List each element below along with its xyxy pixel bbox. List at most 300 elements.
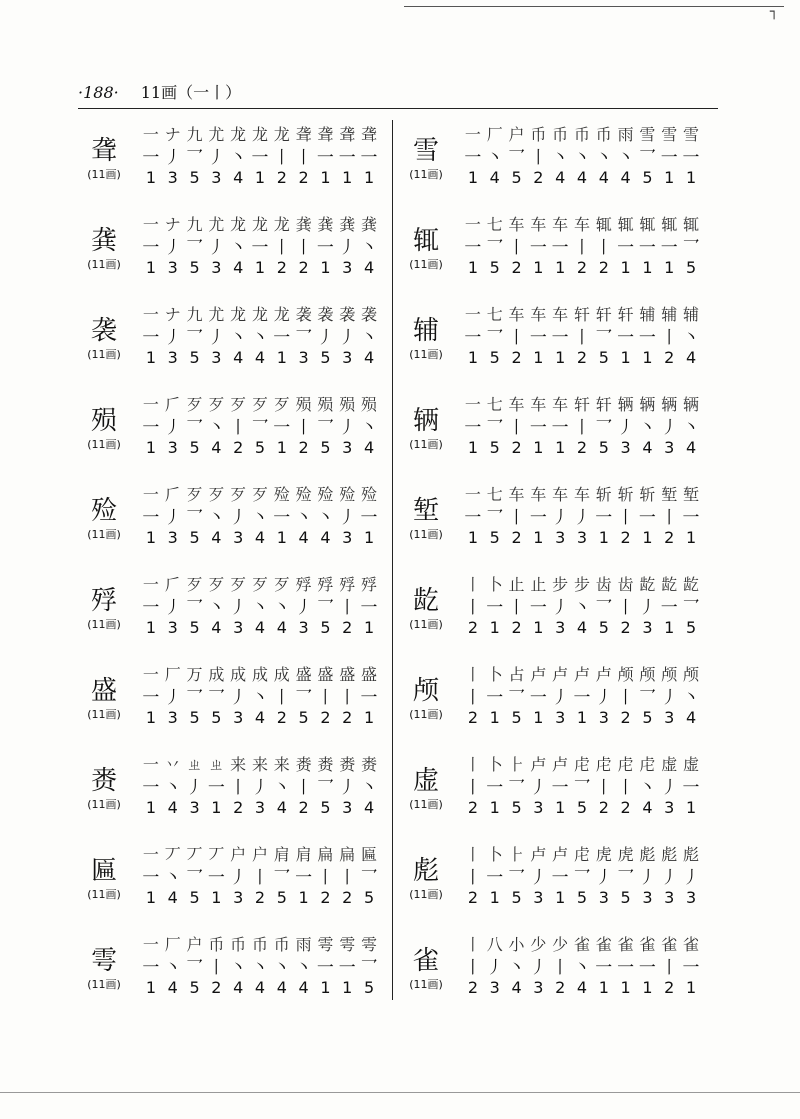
stroke-code: 4 xyxy=(167,887,178,907)
stroke-order-rows xyxy=(462,752,702,818)
stroke-code: 1 xyxy=(642,527,653,547)
stroke-code: 3 xyxy=(342,527,353,547)
stroke-code: 4 xyxy=(167,977,178,997)
stroke-code: 1 xyxy=(467,347,478,367)
stroke-shape: 乛 xyxy=(508,687,526,708)
stroke-code: 4 xyxy=(555,167,566,187)
stroke-shape: 乛 xyxy=(617,867,635,888)
head-character-block xyxy=(78,856,130,902)
stroke-order-rows xyxy=(140,302,380,368)
stroke-shape: 丨 xyxy=(595,237,613,258)
head-character: 雪 xyxy=(412,136,439,166)
stroke-shape: 丿 xyxy=(164,147,182,168)
head-character-block xyxy=(78,316,130,362)
stroke-stage: 雨 xyxy=(617,124,634,144)
stroke-shape: 乛 xyxy=(595,597,613,618)
char-entry xyxy=(400,752,710,842)
stroke-shape: 丶 xyxy=(229,237,247,258)
stroke-code: 1 xyxy=(685,977,697,997)
stroke-stage: 雪 xyxy=(661,124,678,144)
stroke-shape: 丨 xyxy=(464,597,482,618)
stroke-code: 3 xyxy=(211,257,222,277)
stroke-stage: 一 xyxy=(142,214,159,234)
stroke-shape: 丶 xyxy=(316,507,334,528)
stroke-shape: 乛 xyxy=(207,687,225,708)
stroke-shape: 一 xyxy=(638,237,656,258)
stroke-shape: 丨 xyxy=(295,147,313,168)
stroke-code: 5 xyxy=(211,707,222,727)
stroke-code-row xyxy=(140,346,380,368)
stroke-code: 1 xyxy=(320,977,331,997)
stroke-shape-row xyxy=(140,594,380,616)
stroke-stage: 龙 xyxy=(230,214,247,234)
stroke-stage: ナ xyxy=(164,124,181,144)
stroke-stage-row xyxy=(462,842,702,864)
stroke-stage: 雨 xyxy=(295,934,312,954)
stroke-shape: 一 xyxy=(142,777,160,798)
stroke-shape: 一 xyxy=(251,147,269,168)
stroke-stage: 来 xyxy=(230,754,247,774)
stroke-stage: 殒 xyxy=(339,394,356,414)
stroke-code: 4 xyxy=(298,977,309,997)
stroke-stage: 雪 xyxy=(639,124,656,144)
stroke-shape: 乛 xyxy=(595,327,613,348)
stroke-stage: 币 xyxy=(530,124,547,144)
stroke-code: 1 xyxy=(664,167,675,187)
stroke-stage: 辆 xyxy=(683,394,700,414)
stroke-code-row xyxy=(462,346,702,368)
head-character-block xyxy=(400,856,452,902)
stroke-stage: 彪 xyxy=(639,844,656,864)
stroke-stage: 聋 xyxy=(295,124,312,144)
stroke-code: 5 xyxy=(320,617,331,637)
stroke-shape: 一 xyxy=(529,507,547,528)
stroke-shape: 丨 xyxy=(595,777,613,798)
stroke-code: 1 xyxy=(489,707,500,727)
stroke-count-label: (11画) xyxy=(87,798,121,811)
stroke-count-label: (11画) xyxy=(409,888,443,901)
stroke-stage: 尤 xyxy=(208,124,225,144)
stroke-stage: 厂 xyxy=(164,664,181,684)
stroke-shape: 一 xyxy=(682,147,700,168)
stroke-shape: 丿 xyxy=(338,237,356,258)
stroke-stage-row xyxy=(140,932,380,954)
stroke-code: 4 xyxy=(233,167,244,187)
stroke-stage: 七 xyxy=(486,484,503,504)
stroke-shape: 丨 xyxy=(338,867,356,888)
stroke-code: 5 xyxy=(189,617,200,637)
left-column xyxy=(78,122,388,1022)
stroke-code: 2 xyxy=(576,257,588,277)
stroke-shape: 一 xyxy=(142,867,160,888)
head-character-block xyxy=(78,946,130,992)
stroke-code: 1 xyxy=(145,707,156,727)
stroke-shape-row xyxy=(462,504,702,526)
stroke-stage: 卜 xyxy=(486,754,503,774)
stroke-shape: 乛 xyxy=(295,327,313,348)
stroke-stage: 聋 xyxy=(361,124,378,144)
stroke-code: 2 xyxy=(467,617,478,637)
stroke-count-label: (11画) xyxy=(87,618,121,631)
stroke-code: 1 xyxy=(664,257,675,277)
stroke-code: 3 xyxy=(298,347,309,367)
stroke-code: 1 xyxy=(642,977,653,997)
stroke-shape: 丨 xyxy=(660,327,678,348)
stroke-code: 2 xyxy=(664,347,675,367)
stroke-code-row xyxy=(140,526,380,548)
stroke-shape: 乛 xyxy=(682,597,700,618)
stroke-stage: 成 xyxy=(273,664,290,684)
stroke-code: 1 xyxy=(145,977,156,997)
stroke-code: 1 xyxy=(467,257,478,277)
stroke-code: 2 xyxy=(211,977,222,997)
stroke-shape: 丶 xyxy=(573,147,591,168)
stroke-shape: 丶 xyxy=(229,147,247,168)
stroke-stage: 齿 xyxy=(595,574,612,594)
stroke-code-row xyxy=(140,976,380,998)
char-entry xyxy=(400,662,710,752)
stroke-stage: 一 xyxy=(142,664,159,684)
stroke-stage: 歹 xyxy=(273,574,290,594)
stroke-shape: 丿 xyxy=(164,417,182,438)
stroke-code: 3 xyxy=(555,617,566,637)
stroke-stage: 辅 xyxy=(661,304,678,324)
stroke-shape: 一 xyxy=(529,417,547,438)
stroke-stage: 止 xyxy=(530,574,547,594)
stroke-stage: 丨 xyxy=(464,664,481,684)
stroke-stage: 盛 xyxy=(361,664,378,684)
stroke-code: 1 xyxy=(145,887,156,907)
stroke-code: 1 xyxy=(254,167,266,187)
head-character: 盛 xyxy=(90,676,117,706)
stroke-code: 1 xyxy=(145,617,156,637)
stroke-stage: 肩 xyxy=(295,844,312,864)
stroke-shape: 丿 xyxy=(660,417,678,438)
stroke-code: 1 xyxy=(533,257,544,277)
stroke-shape: 乛 xyxy=(638,147,656,168)
stroke-shape: 一 xyxy=(682,507,700,528)
stroke-shape: 丨 xyxy=(229,417,247,438)
stroke-code: 5 xyxy=(298,707,309,727)
stroke-code: 2 xyxy=(254,887,266,907)
stroke-stage: 虍 xyxy=(595,754,612,774)
stroke-shape: 乛 xyxy=(273,867,291,888)
head-character-block xyxy=(400,316,452,362)
stroke-shape: 丨 xyxy=(464,957,482,978)
stroke-stage: 车 xyxy=(508,484,525,504)
stroke-shape-row xyxy=(462,954,702,976)
stroke-stage: 户 xyxy=(251,844,268,864)
right-column xyxy=(400,122,710,1022)
stroke-code: 4 xyxy=(167,797,178,817)
stroke-stage: 辄 xyxy=(661,214,678,234)
stroke-stage: 雀 xyxy=(661,934,678,954)
stroke-code: 5 xyxy=(189,887,200,907)
stroke-stage: 卜 xyxy=(486,574,503,594)
stroke-shape: 乛 xyxy=(316,597,334,618)
stroke-stage: 币 xyxy=(573,124,590,144)
stroke-shape: 丶 xyxy=(551,147,569,168)
char-entry xyxy=(400,212,710,302)
stroke-shape: 一 xyxy=(338,957,356,978)
stroke-code: 2 xyxy=(467,707,478,727)
stroke-stage: 殒 xyxy=(361,394,378,414)
char-entry xyxy=(400,842,710,932)
stroke-count-label: (11画) xyxy=(87,978,121,991)
stroke-shape: 一 xyxy=(660,597,678,618)
stroke-code: 3 xyxy=(233,707,244,727)
stroke-shape: 乛 xyxy=(186,957,204,978)
stroke-stage: 歹 xyxy=(230,484,247,504)
stroke-stage: 辆 xyxy=(617,394,634,414)
head-character-block xyxy=(78,496,130,542)
stroke-shape: 一 xyxy=(207,777,225,798)
stroke-stage: 丆 xyxy=(186,844,203,864)
stroke-stage-row xyxy=(462,752,702,774)
stroke-shape: 一 xyxy=(464,417,482,438)
stroke-shape: 一 xyxy=(573,687,591,708)
stroke-shape: 丶 xyxy=(682,327,700,348)
stroke-stage: 歹 xyxy=(251,394,268,414)
stroke-shape: 一 xyxy=(660,147,678,168)
stroke-code: 4 xyxy=(211,527,222,547)
stroke-stage: 颅 xyxy=(683,664,700,684)
stroke-code: 2 xyxy=(576,347,588,367)
stroke-code: 1 xyxy=(620,347,631,367)
stroke-shape: 丨 xyxy=(573,327,591,348)
stroke-code: 3 xyxy=(642,617,653,637)
stroke-stage: 卢 xyxy=(530,844,547,864)
stroke-shape: 一 xyxy=(660,237,678,258)
stroke-stage: 轩 xyxy=(573,394,590,414)
stroke-stage: 车 xyxy=(530,304,547,324)
stroke-stage: 殓 xyxy=(361,484,378,504)
stroke-shape: 丨 xyxy=(316,687,334,708)
stroke-shape: 乛 xyxy=(186,237,204,258)
stroke-shape-row xyxy=(462,234,702,256)
stroke-shape: 丨 xyxy=(617,507,635,528)
stroke-count-label: (11画) xyxy=(87,708,121,721)
stroke-shape: 丨 xyxy=(251,867,269,888)
stroke-stage: 歹 xyxy=(251,484,268,504)
stroke-stage-row xyxy=(140,212,380,234)
stroke-stage: 辆 xyxy=(661,394,678,414)
head-character-block xyxy=(78,766,130,812)
stroke-shape: 丨 xyxy=(508,597,526,618)
stroke-shape: 丿 xyxy=(229,687,247,708)
stroke-code: 1 xyxy=(342,977,353,997)
stroke-order-rows xyxy=(462,122,702,188)
stroke-stage: 丨 xyxy=(464,934,481,954)
stroke-shape: 丨 xyxy=(295,777,313,798)
stroke-stage-row xyxy=(462,302,702,324)
stroke-stage: 歹 xyxy=(208,484,225,504)
stroke-shape: 丨 xyxy=(508,507,526,528)
stroke-stage: 袭 xyxy=(339,304,356,324)
stroke-shape: 丨 xyxy=(207,957,225,978)
stroke-stage: 雀 xyxy=(639,934,656,954)
stroke-code: 3 xyxy=(298,617,309,637)
stroke-shape: 丨 xyxy=(573,237,591,258)
stroke-code: 5 xyxy=(489,527,500,547)
stroke-code: 5 xyxy=(320,437,331,457)
stroke-code: 2 xyxy=(511,347,522,367)
stroke-code-row xyxy=(462,706,702,728)
stroke-shape: 乛 xyxy=(360,867,378,888)
stroke-stage: 车 xyxy=(552,304,569,324)
stroke-shape: 丿 xyxy=(164,507,182,528)
head-character-block xyxy=(400,586,452,632)
stroke-shape: 丨 xyxy=(316,867,334,888)
stroke-shape: 丨 xyxy=(338,687,356,708)
stroke-code: 4 xyxy=(576,977,588,997)
stroke-stage: 卢 xyxy=(573,664,590,684)
stroke-stage: 成 xyxy=(251,664,268,684)
stroke-stage: 虎 xyxy=(617,844,634,864)
stroke-shape: 丶 xyxy=(207,507,225,528)
stroke-stage: 卢 xyxy=(530,664,547,684)
stroke-stage: 盛 xyxy=(339,664,356,684)
stroke-shape: 乛 xyxy=(486,507,504,528)
stroke-stage: 丨 xyxy=(464,574,481,594)
stroke-code: 3 xyxy=(233,617,244,637)
stroke-shape: 乛 xyxy=(186,687,204,708)
head-character: 辆 xyxy=(412,406,439,436)
stroke-shape-row xyxy=(140,144,380,166)
stroke-shape-row xyxy=(140,324,380,346)
stroke-stage: 卢 xyxy=(595,664,612,684)
stroke-code: 1 xyxy=(555,887,566,907)
stroke-shape: 一 xyxy=(360,597,378,618)
stroke-shape: 丶 xyxy=(508,957,526,978)
stroke-stage: 小 xyxy=(508,934,525,954)
char-entry xyxy=(400,302,710,392)
stroke-code: 2 xyxy=(620,527,631,547)
stroke-code: 5 xyxy=(598,347,609,367)
stroke-code: 1 xyxy=(555,797,566,817)
stroke-shape: 一 xyxy=(682,957,700,978)
stroke-stage: 歹 xyxy=(186,484,203,504)
stroke-stage: 聋 xyxy=(317,124,334,144)
stroke-code: 3 xyxy=(211,167,222,187)
stroke-stage: 车 xyxy=(573,484,590,504)
stroke-shape: 丿 xyxy=(638,867,656,888)
corner-mark: ┐ xyxy=(770,4,779,20)
stroke-stage: 万 xyxy=(186,664,203,684)
stroke-stage: 车 xyxy=(530,484,547,504)
stroke-shape: 丶 xyxy=(595,147,613,168)
stroke-shape: 丨 xyxy=(295,417,313,438)
stroke-code: 2 xyxy=(467,797,478,817)
stroke-stage: 𠂆 xyxy=(164,394,181,414)
stroke-code: 2 xyxy=(511,437,522,457)
stroke-stage: 赉 xyxy=(317,754,334,774)
stroke-shape: 丿 xyxy=(338,417,356,438)
stroke-stage: 𠂆 xyxy=(164,574,181,594)
stroke-shape: 丶 xyxy=(273,777,291,798)
stroke-stage: 雀 xyxy=(573,934,590,954)
stroke-code: 3 xyxy=(167,437,178,457)
stroke-stage: 一 xyxy=(464,214,481,234)
stroke-shape: 一 xyxy=(529,327,547,348)
stroke-shape-row xyxy=(140,684,380,706)
stroke-code: 3 xyxy=(533,977,544,997)
stroke-code: 2 xyxy=(233,437,244,457)
stroke-shape: 一 xyxy=(142,327,160,348)
stroke-stage: 殓 xyxy=(339,484,356,504)
stroke-shape: 丿 xyxy=(164,327,182,348)
stroke-code: 1 xyxy=(642,347,653,367)
stroke-code: 3 xyxy=(598,887,609,907)
stroke-code: 1 xyxy=(533,437,544,457)
stroke-code: 1 xyxy=(145,527,156,547)
stroke-code: 5 xyxy=(189,347,200,367)
stroke-shape: 一 xyxy=(486,687,504,708)
head-character: 雀 xyxy=(412,946,439,976)
stroke-stage: 虍 xyxy=(617,754,634,774)
stroke-code: 3 xyxy=(233,527,244,547)
stroke-shape: 一 xyxy=(316,237,334,258)
stroke-shape: 丿 xyxy=(660,867,678,888)
stroke-shape: 一 xyxy=(486,867,504,888)
stroke-stage: 丷 xyxy=(164,754,181,774)
stroke-stage: 袭 xyxy=(361,304,378,324)
stroke-shape: 一 xyxy=(316,147,334,168)
stroke-stage: 彪 xyxy=(683,844,700,864)
stroke-count-label: (11画) xyxy=(87,348,121,361)
stroke-shape: 一 xyxy=(551,867,569,888)
stroke-stage: 虍 xyxy=(573,754,590,774)
stroke-shape: 丨 xyxy=(660,507,678,528)
stroke-stage: 一 xyxy=(464,124,481,144)
stroke-shape: 丨 xyxy=(573,417,591,438)
stroke-code: 4 xyxy=(211,617,222,637)
stroke-shape: 一 xyxy=(638,507,656,528)
stroke-stage-row xyxy=(462,482,702,504)
stroke-code: 3 xyxy=(167,617,178,637)
stroke-shape: 丿 xyxy=(551,597,569,618)
stroke-shape: 丨 xyxy=(529,147,547,168)
stroke-stage: 尤 xyxy=(208,214,225,234)
stroke-code: 4 xyxy=(320,527,331,547)
stroke-shape: 丶 xyxy=(360,327,378,348)
stroke-stage: 一 xyxy=(142,754,159,774)
stroke-shape: 丿 xyxy=(164,687,182,708)
stroke-stage: 七 xyxy=(486,394,503,414)
stroke-code: 5 xyxy=(489,257,500,277)
stroke-code: 5 xyxy=(598,437,609,457)
stroke-code: 1 xyxy=(145,257,156,277)
stroke-shape: 丶 xyxy=(164,867,182,888)
stroke-stage: 雩 xyxy=(339,934,356,954)
stroke-shape-row xyxy=(462,864,702,886)
stroke-shape: 丨 xyxy=(273,687,291,708)
stroke-shape: 乛 xyxy=(186,417,204,438)
page-number: ·188· xyxy=(78,83,119,102)
stroke-code: 2 xyxy=(298,167,309,187)
stroke-shape-row xyxy=(140,954,380,976)
stroke-shape: 乛 xyxy=(508,147,526,168)
head-character: 雩 xyxy=(90,946,117,976)
stroke-stage: 聋 xyxy=(339,124,356,144)
stroke-stage: 户 xyxy=(186,934,203,954)
stroke-stage-row xyxy=(462,662,702,684)
stroke-code: 4 xyxy=(363,797,375,817)
stroke-shape: 丿 xyxy=(207,237,225,258)
stroke-code-row xyxy=(462,256,702,278)
stroke-shape: 丨 xyxy=(660,957,678,978)
stroke-code: 5 xyxy=(189,527,200,547)
